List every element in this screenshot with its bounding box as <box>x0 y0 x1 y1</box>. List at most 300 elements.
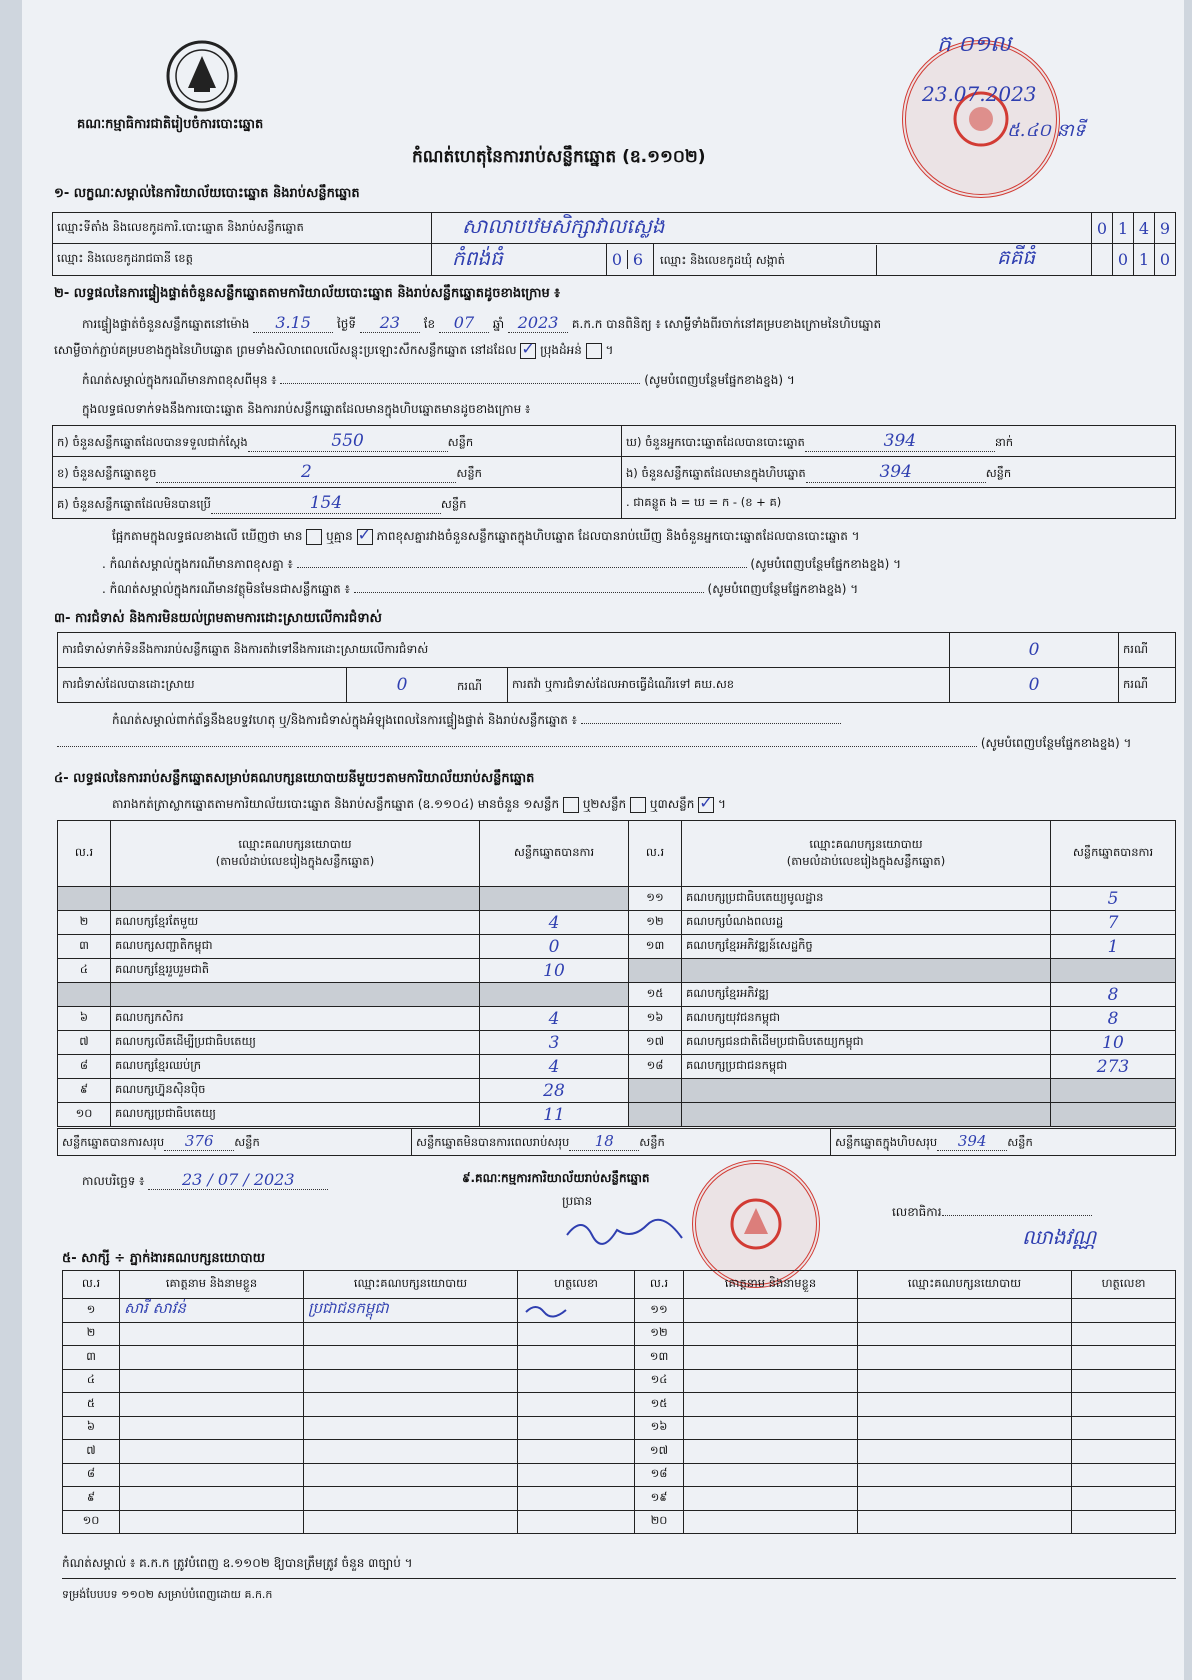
witness-signature <box>1072 1393 1176 1417</box>
witness-name <box>684 1299 858 1323</box>
formula-cell: . ជាគន្លូត ង = ឃ = ក - (ខ + គ) <box>622 488 1176 519</box>
unit-label: សន្លឹក <box>985 465 1012 480</box>
party-votes: 8 <box>1051 983 1176 1007</box>
province-value: កំពង់ធំ <box>432 244 607 276</box>
witness-name <box>120 1463 304 1487</box>
col-votes: សន្លឹកឆ្នោតបានការ <box>1051 821 1176 887</box>
col-party-label: ឈ្មោះគណបក្សនយោបាយ <box>238 836 352 851</box>
party-votes: 4 <box>480 1007 629 1031</box>
seal-changed-checkbox[interactable] <box>586 343 602 359</box>
province-label: ឈ្មោះ និងលេខកូដរាជធានី ខេត្ត <box>53 244 432 276</box>
verification-text: គ.ក.ក បានពិនិត្យ ៖ សោម៉្លីទាំងពីរចាក់នៅគម្របខាងក្រោមនៃហិបឆ្នោត <box>571 317 882 331</box>
party-name: គណបក្សខ្មែរឈប់ក្រ <box>111 1055 480 1079</box>
table-row <box>63 1463 1176 1487</box>
witness-party <box>304 1369 518 1393</box>
party-name: គណបក្សប្រជាជនកម្ពុជា <box>682 1055 1051 1079</box>
party-votes: 10 <box>1051 1031 1176 1055</box>
col-votes: សន្លឹកឆ្នោតបានការ <box>480 821 629 887</box>
difference-note-line <box>82 372 795 390</box>
tally-two-checkbox[interactable] <box>630 797 646 813</box>
witness-name <box>684 1393 858 1417</box>
party-name: គណបក្សបំណងពលរដ្ឋ <box>682 911 1051 935</box>
unit-label: សន្លឹក <box>440 496 467 511</box>
party-no <box>629 959 682 983</box>
witness-no: ១៣ <box>635 1346 684 1370</box>
witness-signature <box>518 1322 635 1346</box>
col-name: គោត្តនាម និងនាមខ្លួន <box>120 1271 304 1299</box>
witness-party <box>304 1393 518 1417</box>
party-no: ១៣ <box>629 935 682 959</box>
case-unit: ករណី <box>1119 668 1176 703</box>
witness-name <box>684 1487 858 1511</box>
objection-label: ការជំទាស់ទាក់ទិននឹងការរាប់សន្លឹកឆ្នោត និងការតវ៉ាទៅនឹងការដោះស្រាយលើការជំទាស់ <box>58 633 950 668</box>
witness-no: ១១ <box>635 1299 684 1323</box>
discrepancy-line <box>112 528 860 546</box>
table-row <box>63 1440 1176 1464</box>
totals-table <box>57 1128 1176 1156</box>
col-party-label: ឈ្មោះគណបក្សនយោបាយ <box>809 836 923 851</box>
party-name <box>682 1079 1051 1103</box>
witness-signature <box>518 1393 635 1417</box>
box-ballots-cell <box>622 457 1176 488</box>
section4-title: ៤- លទ្ធផលនៃការរាប់សន្លឹកឆ្នោតសម្រាប់គណបក្សនយោបាយនីមួយៗតាមការិយាល័យរាប់សន្លឹកឆ្នោត <box>54 771 535 786</box>
table-row <box>58 1031 1176 1055</box>
witness-name <box>120 1369 304 1393</box>
col-name: គោត្តនាម និងនាមខ្លួន <box>684 1271 858 1299</box>
unused-ballots-cell <box>53 488 622 519</box>
party-no: ៤ <box>58 959 111 983</box>
col-party-sublabel: (តាមលំដាប់លេខរៀងក្នុងសន្លឹកឆ្នោត) <box>215 853 375 868</box>
witness-no: ៦ <box>63 1416 120 1440</box>
resolved-label: ការជំទាស់ដែលបានដោះស្រាយ <box>58 668 347 703</box>
year-label: ឆ្នាំ <box>492 317 505 331</box>
footer-divider <box>62 1578 1176 1579</box>
witness-signature <box>518 1487 635 1511</box>
objection-value: 0 <box>950 633 1119 668</box>
witness-signature <box>1072 1416 1176 1440</box>
footer-note: កំណត់សម្គាល់ ៖ គ.ក.ក ត្រូវបំពេញ ឧ.១១០២ ឱ្យបានត្រឹមត្រូវ ចំនួន ៣ច្បាប់ ។ <box>62 1556 413 1570</box>
date-label: កាលបរិច្ឆេទ ៖ <box>82 1174 145 1188</box>
unused-ballots-value: 154 <box>211 493 441 514</box>
discrepancy-yes-checkbox[interactable] <box>306 529 322 545</box>
appeal-label: ការតវ៉ា ឬការជំទាស់ដែលអាចធ្វើដំណើរទៅ គឃ.សខ <box>508 668 950 703</box>
witness-signature <box>518 1463 635 1487</box>
party-no: ១៥ <box>629 983 682 1007</box>
witness-no: ៤ <box>63 1369 120 1393</box>
box-ballots-value: 394 <box>806 462 986 483</box>
office-value: សាលាបឋមសិក្សាវាលស្លេង <box>432 213 1092 244</box>
col-signature: ហត្ថលេខា <box>518 1271 635 1299</box>
party-name: គណបក្សយុវជនកម្ពុជា <box>682 1007 1051 1031</box>
witness-no: ១ <box>63 1299 120 1323</box>
chair-label: ប្រធាន <box>562 1194 593 1208</box>
table-row <box>58 983 1176 1007</box>
table-row <box>63 1487 1176 1511</box>
witness-party <box>858 1510 1072 1534</box>
party-name: គណបក្សជនជាតិដើមប្រជាធិបតេយ្យកម្ពុជា <box>682 1031 1051 1055</box>
witness-name <box>120 1322 304 1346</box>
witness-party <box>304 1487 518 1511</box>
spoiled-ballots-value: 2 <box>156 462 456 483</box>
year-value: 2023 <box>508 313 568 333</box>
resolved-value: 0 <box>396 674 408 695</box>
witness-party <box>304 1510 518 1534</box>
party-name <box>682 1103 1051 1127</box>
official-stamp-bottom <box>692 1160 820 1288</box>
party-no <box>629 1079 682 1103</box>
secretary-signature: ឈាងវណ្ណ <box>1022 1225 1097 1249</box>
total-valid-value: 376 <box>164 1132 234 1151</box>
party-votes <box>1051 1079 1176 1103</box>
party-votes: 1 <box>1051 935 1176 959</box>
witness-no: ១៩ <box>635 1487 684 1511</box>
witness-signature <box>1072 1487 1176 1511</box>
day-label: ថ្ងៃទី <box>337 317 357 331</box>
office-code-digit: 4 <box>1134 213 1155 244</box>
note-foreign-label: . កំណត់សម្គាល់ក្នុងករណីមានវត្ថុមិនមែនជាសន្លឹកឆ្នោត ៖ <box>102 582 350 596</box>
commune-label: ឈ្មោះ និងលេខកូដឃុំ សង្កាត់ <box>654 245 877 275</box>
total-invalid-value: 18 <box>569 1132 639 1151</box>
party-name <box>111 887 480 911</box>
witness-name <box>684 1369 858 1393</box>
appeal-value: 0 <box>950 668 1119 703</box>
discrepancy-label: ផ្អែកតាមក្នុងលទ្ធផលខាងលើ ឃើញថា មាន <box>112 529 303 543</box>
party-no <box>58 983 111 1007</box>
witness-no: ៧ <box>63 1440 120 1464</box>
witness-name <box>120 1440 304 1464</box>
witness-name <box>684 1346 858 1370</box>
tally-two-label: ឬ២សន្លឹក <box>582 797 627 811</box>
party-votes: 10 <box>480 959 629 983</box>
witness-signature <box>518 1440 635 1464</box>
verification-time-line <box>82 313 881 334</box>
note-difference-line <box>102 556 901 574</box>
unused-ballots-label: គ) ចំនួនសន្លឹកឆ្នោតដែលមិនបានប្រើ <box>57 496 211 511</box>
col-no: ល.រ <box>63 1271 120 1299</box>
total-invalid-label: សន្លឹកឆ្នោតមិនបានការពេលរាប់សរុប <box>416 1135 570 1149</box>
section5-title: ៥- សាក្សី ÷ ភ្នាក់ងារគណបក្សនយោបាយ <box>62 1251 265 1266</box>
party-no: ១១ <box>629 887 682 911</box>
witness-signature <box>1072 1510 1176 1534</box>
party-name: គណបក្សកសិករ <box>111 1007 480 1031</box>
case-unit: ករណី <box>457 678 482 693</box>
total-invalid-cell <box>412 1129 831 1156</box>
party-name: គណបក្សប្រជាធិបតេយ្យ <box>111 1103 480 1127</box>
committee-name: គណៈកម្មាធិការជាតិរៀបចំការបោះឆ្នោត <box>77 117 264 132</box>
witness-party <box>858 1346 1072 1370</box>
incident-line <box>112 712 841 730</box>
verification-time-value: 3.15 <box>253 313 333 333</box>
witness-name <box>684 1416 858 1440</box>
witness-no: ១៥ <box>635 1393 684 1417</box>
total-valid-cell <box>58 1129 412 1156</box>
section1-title: ១- លក្ខណៈសម្គាល់នៃការិយាល័យបោះឆ្នោត និងរាប់សន្លឹកឆ្នោត <box>54 186 360 201</box>
witness-party: ប្រជាជនកម្ពុជា <box>304 1299 518 1323</box>
table-row <box>63 1346 1176 1370</box>
unit-label: សន្លឹក <box>456 465 482 480</box>
province-code-digit: 0 <box>607 250 628 269</box>
witness-name <box>684 1463 858 1487</box>
party-no: ៦ <box>58 1007 111 1031</box>
seal-line: សោម៉្លីចាក់ភ្ជាប់គម្របខាងក្នុងនៃហិបឆ្នោត ព្រមទាំងសិលាពេលលើសន្លុះប្រឡោះសឹកសន្លឹកឆ្នោត នៅដដែល ✓ ប្រុងដំអន់ ។ <box>54 342 613 360</box>
office-code-digit: 0 <box>1092 213 1113 244</box>
office-code-digit: 1 <box>1113 213 1134 244</box>
note-hint: (សូមបំពេញបន្ថែមផ្នែកខាងខ្នង) ។ <box>750 557 901 571</box>
office-label: ឈ្មោះទីតាំង និងលេខកូដការិ.បោះឆ្នោត និងរាប់សន្លឹកឆ្នោត <box>53 213 432 244</box>
witness-party <box>858 1416 1072 1440</box>
party-votes: 28 <box>480 1079 629 1103</box>
party-no: ៩ <box>58 1079 111 1103</box>
party-votes <box>480 887 629 911</box>
table-row <box>58 887 1176 911</box>
col-party-sublabel: (តាមលំដាប់លេខរៀងក្នុងសន្លឹកឆ្នោត) <box>786 853 946 868</box>
witness-no: ១៦ <box>635 1416 684 1440</box>
table-row <box>58 1055 1176 1079</box>
party-results-table <box>57 820 1176 1127</box>
party-no: ១៦ <box>629 1007 682 1031</box>
witness-party <box>858 1299 1072 1323</box>
witness-signature <box>518 1416 635 1440</box>
total-all-label: សន្លឹកឆ្នោតក្នុងហិបសរុប <box>835 1135 938 1149</box>
table-row <box>58 1079 1176 1103</box>
witness-signature <box>1072 1440 1176 1464</box>
ballot-count-table <box>52 425 1176 519</box>
party-name: គណបក្សខ្មែររួបរួមជាតិ <box>111 959 480 983</box>
date-value: 23 / 07 / 2023 <box>148 1170 328 1190</box>
section3-title: ៣- ការជំទាស់ និងការមិនយល់ព្រមតាមការដោះស្រាយលើការជំទាស់ <box>54 611 382 626</box>
witness-no: ៩ <box>63 1487 120 1511</box>
witness-table <box>62 1270 1176 1534</box>
note-difference-label: . កំណត់សម្គាល់ក្នុងករណីមានភាពខុសគ្នា ៖ <box>102 557 293 571</box>
tally-three-checkbox[interactable] <box>698 797 714 813</box>
witness-party <box>304 1463 518 1487</box>
unit-label: សន្លឹក <box>234 1135 260 1149</box>
voters-cell <box>622 426 1176 457</box>
note-hint: (សូមបំពេញបន្ថែមផ្នែកខាងខ្នង) ។ <box>707 582 859 596</box>
seal-intact-label: ប្រុងដំអន់ <box>540 343 582 357</box>
difference-note-hint: (សូមបំពេញបន្ថែមផ្នែកខាងខ្នង) ។ <box>644 373 795 387</box>
table-row <box>58 1007 1176 1031</box>
witness-name <box>684 1322 858 1346</box>
party-votes: 8 <box>1051 1007 1176 1031</box>
objection-table <box>57 632 1176 703</box>
col-party <box>682 821 1051 887</box>
witness-no: ៥ <box>63 1393 120 1417</box>
table-row <box>63 1393 1176 1417</box>
witness-name <box>684 1440 858 1464</box>
table-row <box>63 1299 1176 1323</box>
witness-no: ១៨ <box>635 1463 684 1487</box>
unit-label: សន្លឹក <box>1007 1135 1033 1149</box>
party-name: គណបក្សប្រជាធិបតេយ្យមូលដ្ឋាន <box>682 887 1051 911</box>
col-party <box>111 821 480 887</box>
table-row <box>58 911 1176 935</box>
witness-signature <box>1072 1322 1176 1346</box>
witness-no: ៨ <box>63 1463 120 1487</box>
party-votes: 5 <box>1051 887 1176 911</box>
table-row <box>63 1369 1176 1393</box>
witness-party <box>304 1346 518 1370</box>
witness-signature <box>518 1299 635 1323</box>
chair-signature-icon <box>562 1210 702 1250</box>
party-votes <box>480 983 629 1007</box>
discrepancy-no-checkbox[interactable] <box>357 529 373 545</box>
witness-party <box>858 1322 1072 1346</box>
commune-code-digit: 0 <box>1155 244 1176 276</box>
witness-party <box>304 1322 518 1346</box>
table-row <box>63 1416 1176 1440</box>
incident-label: កំណត់សម្គាល់ពាក់ព័ន្ធនឹងឧបទ្ទវហេតុ ឬ/និងការជំទាស់ក្នុងអំឡុងពេលនៃការផ្ទៀងផ្ទាត់ និងរាប់សន្លឹកឆ្នោត ៖ <box>112 713 577 727</box>
party-votes: 4 <box>480 1055 629 1079</box>
witness-signature-icon <box>522 1300 582 1318</box>
tally-sheet-label: តារាងកត់ត្រាស្លាកឆ្នោតតាមការិយាល័យបោះឆ្នោត និងរាប់សន្លឹកឆ្នោត (ឧ.១១០៤) មានចំនួន ១សន្លឹក <box>112 797 560 811</box>
party-votes: 11 <box>480 1103 629 1127</box>
col-no: ល.រ <box>58 821 111 887</box>
witness-name <box>120 1510 304 1534</box>
witness-party <box>304 1416 518 1440</box>
party-no: ១២ <box>629 911 682 935</box>
witness-name <box>120 1346 304 1370</box>
party-name <box>111 983 480 1007</box>
received-ballots-label: ក) ចំនួនសន្លឹកឆ្នោតដែលបានទទួលជាក់ស្តែង <box>57 434 248 449</box>
party-no <box>629 1103 682 1127</box>
party-no <box>58 887 111 911</box>
unit-label: សន្លឹក <box>447 434 474 449</box>
witness-name <box>120 1416 304 1440</box>
party-votes: 3 <box>480 1031 629 1055</box>
col-party: ឈ្មោះគណបក្សនយោបាយ <box>304 1271 518 1299</box>
witness-no: ២ <box>63 1322 120 1346</box>
table-row <box>58 1103 1176 1127</box>
party-votes: 273 <box>1051 1055 1176 1079</box>
total-all-value: 394 <box>937 1132 1007 1151</box>
witness-no: ៣ <box>63 1346 120 1370</box>
unit-label: សន្លឹក <box>639 1135 665 1149</box>
witness-no: ១០ <box>63 1510 120 1534</box>
province-code-digit: 6 <box>632 250 644 269</box>
discrepancy-no-label: ឬគ្មាន <box>326 529 353 543</box>
discrepancy-text: ភាពខុសគ្នារវាងចំនួនសន្លឹកឆ្នោតក្នុងហិបឆ្នោត ដែលបានរាប់ឃើញ និងចំនួនអ្នកបោះឆ្នោតដែលបានបោះឆ្នោត ។ <box>376 529 860 543</box>
witness-no: ១២ <box>635 1322 684 1346</box>
spoiled-ballots-cell <box>53 457 622 488</box>
commune-value: គគីធំ <box>997 245 1036 269</box>
party-no: ១៨ <box>629 1055 682 1079</box>
stamp-code: ក ០១ល <box>937 32 1012 57</box>
seal-intact-checkbox[interactable] <box>520 343 536 359</box>
party-name: គណបក្សខ្មែរតែមួយ <box>111 911 480 935</box>
col-signature: ហត្ថលេខា <box>1072 1271 1176 1299</box>
witness-party <box>858 1393 1072 1417</box>
form-title: កំណត់ហេតុនៃការរាប់សន្លឹកឆ្នោត (ឧ.១១០២) <box>412 147 706 167</box>
total-valid-label: សន្លឹកឆ្នោតបានការសរុប <box>62 1135 165 1149</box>
party-name: គណបក្សខ្មែរអភិវឌ្ឍ <box>682 983 1051 1007</box>
party-no: ៨ <box>58 1055 111 1079</box>
party-votes <box>1051 1103 1176 1127</box>
witness-name <box>684 1510 858 1534</box>
party-no: ១៧ <box>629 1031 682 1055</box>
witness-party <box>858 1440 1072 1464</box>
col-no: ល.រ <box>635 1271 684 1299</box>
footer-form-ref: ទម្រង់បែបបទ ១១០២ សម្រាប់បំពេញដោយ គ.ក.ក <box>62 1588 273 1601</box>
witness-signature <box>518 1510 635 1534</box>
incident-line-2 <box>57 735 1131 753</box>
tally-one-checkbox[interactable] <box>563 797 579 813</box>
witness-no: ១៧ <box>635 1440 684 1464</box>
commune-code-digit: 1 <box>1134 244 1155 276</box>
witness-signature <box>1072 1346 1176 1370</box>
day-value: 23 <box>360 313 420 333</box>
results-intro: ក្នុងលទ្ធផលទាក់ទងនឹងការបោះឆ្នោត និងការរាប់សន្លឹកឆ្នោតដែលមានក្នុងហិបឆ្នោតមានដូចខាងក្រោម ៖ <box>82 402 531 416</box>
party-no: ២ <box>58 911 111 935</box>
date-line <box>82 1170 328 1191</box>
form-sheet <box>22 0 1184 1680</box>
nec-emblem-icon <box>164 38 240 114</box>
table-row <box>58 959 1176 983</box>
total-all-cell <box>831 1129 1176 1156</box>
unit-label: នាក់ <box>994 434 1014 449</box>
witness-party <box>304 1440 518 1464</box>
party-votes: 0 <box>480 935 629 959</box>
witness-name <box>120 1393 304 1417</box>
voters-label: ឃ) ចំនួនអ្នកបោះឆ្នោតដែលបានបោះឆ្នោត <box>626 434 805 449</box>
tally-sheet-line: តារាងកត់ត្រាស្លាកឆ្នោតតាមការិយាល័យបោះឆ្នោត និងរាប់សន្លឹកឆ្នោត (ឧ.១១០៤) មានចំនួន ១សន្លឹក ឬ២សន្លឹក ឬ៣សន្លឹក ✓ ។ <box>112 796 726 814</box>
party-name: គណបក្សខ្មែរអភិវឌ្ឍន៍សេដ្ឋកិច្ច <box>682 935 1051 959</box>
party-no: ៧ <box>58 1031 111 1055</box>
witness-signature <box>1072 1299 1176 1323</box>
voters-value: 394 <box>805 431 995 452</box>
witness-name: សារី សាវន់ <box>120 1299 304 1323</box>
incident-hint: (សូមបំពេញបន្ថែមផ្នែកខាងខ្នង) ។ <box>980 736 1132 750</box>
month-label: ខែ <box>423 317 436 331</box>
col-party: ឈ្មោះគណបក្សនយោបាយ <box>858 1271 1072 1299</box>
box-ballots-label: ង) ចំនួនសន្លឹកឆ្នោតដែលមានក្នុងហិបឆ្នោត <box>626 465 806 480</box>
party-name <box>682 959 1051 983</box>
party-votes <box>1051 959 1176 983</box>
commune-code-digit: 0 <box>1113 244 1134 276</box>
note-foreign-line <box>102 581 858 599</box>
stamp-date: 23.07.2023 <box>922 82 1037 106</box>
party-votes: 7 <box>1051 911 1176 935</box>
table-row <box>63 1510 1176 1534</box>
difference-note-label: កំណត់សម្គាល់ក្នុងករណីមានភាពខុសពីមុន ៖ <box>82 373 277 387</box>
table-row <box>63 1322 1176 1346</box>
seal-emblem-icon <box>728 1196 784 1252</box>
witness-party <box>858 1463 1072 1487</box>
col-no: ល.រ <box>629 821 682 887</box>
witness-signature <box>1072 1369 1176 1393</box>
witness-no: ១៤ <box>635 1369 684 1393</box>
spoiled-ballots-label: ខ) ចំនួនសន្លឹកឆ្នោតខូច <box>57 465 157 480</box>
tally-three-label: ឬ៣សន្លឹក <box>649 797 695 811</box>
witness-party <box>858 1487 1072 1511</box>
table-row <box>58 935 1176 959</box>
month-value: 07 <box>439 313 489 333</box>
witness-signature <box>1072 1463 1176 1487</box>
party-no: ៣ <box>58 935 111 959</box>
secretary-label: លេខាធិការ <box>892 1205 942 1219</box>
received-ballots-value: 550 <box>248 431 448 452</box>
witness-name <box>120 1487 304 1511</box>
committee-label: ៩.គណៈកម្មការការិយាល័យរាប់សន្លឹកឆ្នោត <box>462 1171 650 1185</box>
case-unit: ករណី <box>1119 633 1176 668</box>
seal-text: សោម៉្លីចាក់ភ្ជាប់គម្របខាងក្នុងនៃហិបឆ្នោត ព្រមទាំងសិលាពេលលើសន្លុះប្រឡោះសឹកសន្លឹកឆ្នោត នៅដដែល <box>54 343 517 357</box>
section2-title: ២- លទ្ធផលនៃការផ្ទៀងផ្ទាត់ចំនួនសន្លឹកឆ្នោតតាមការិយាល័យបោះឆ្នោត និងរាប់សន្លឹកឆ្នោតដូចខាងក្រោម ៖ <box>54 286 560 301</box>
witness-party <box>858 1369 1072 1393</box>
party-name: គណបក្សហ្វ៊ុនស៊ិនប៉ិច <box>111 1079 480 1103</box>
witness-no: ២០ <box>635 1510 684 1534</box>
office-identity-table <box>52 212 1176 276</box>
office-code-digit: 9 <box>1155 213 1176 244</box>
